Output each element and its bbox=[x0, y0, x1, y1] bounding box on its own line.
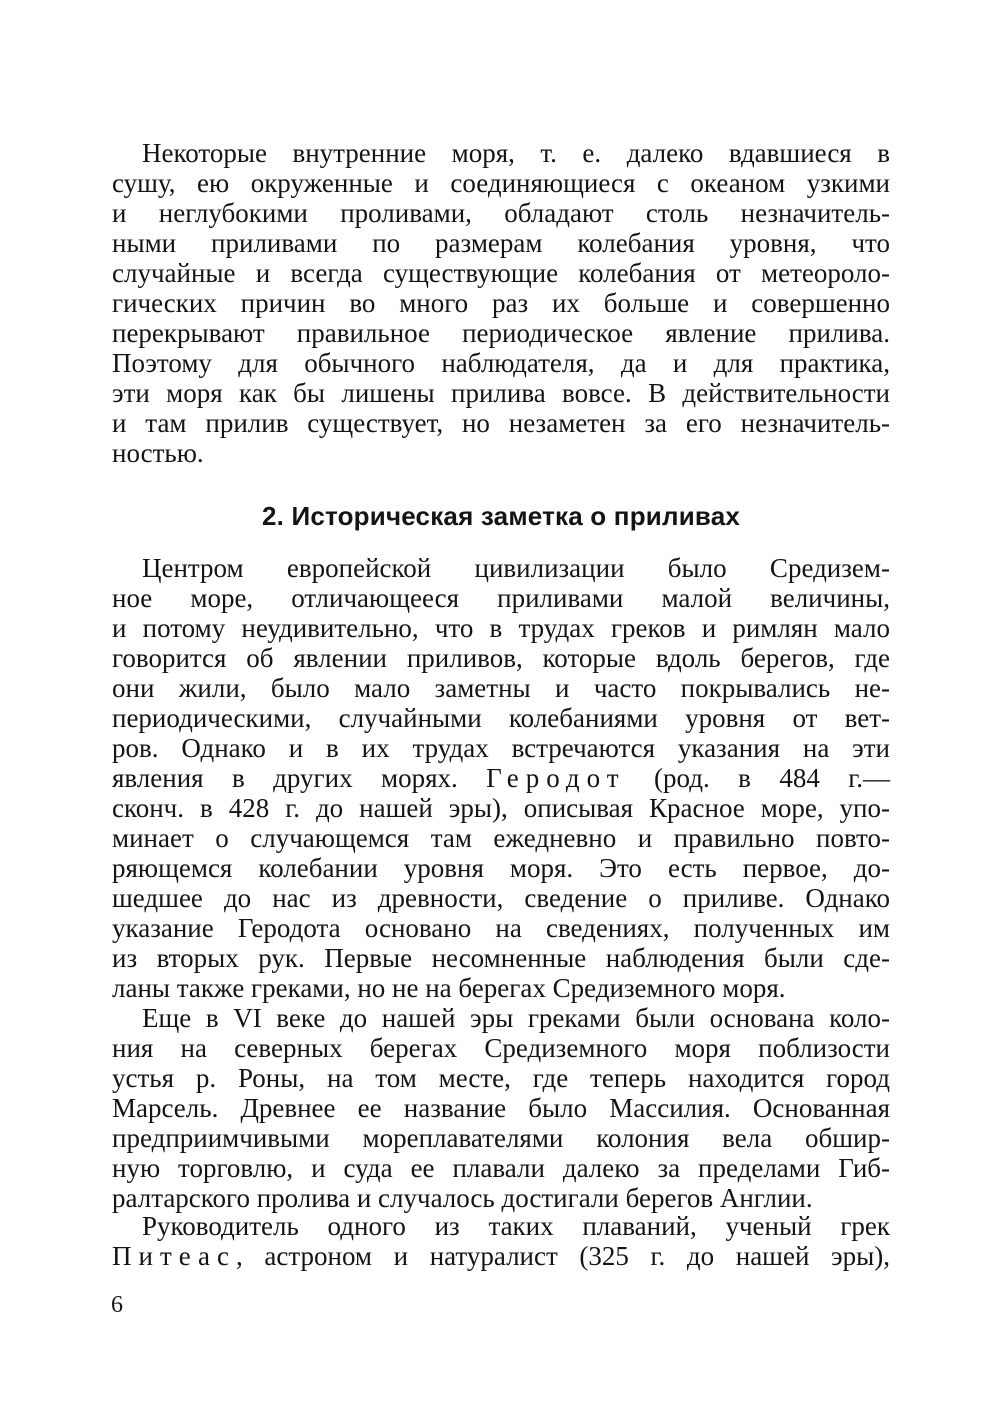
text-line bbox=[112, 1241, 890, 1271]
text-line: сконч. в 428 г. до нашей эры), описывая Красное море, упо- bbox=[112, 793, 890, 823]
text-line: ностью. bbox=[112, 438, 204, 468]
text-line: гических причин во много раз их больше и совершенно bbox=[112, 288, 890, 318]
text-line: случайные и всегда существующие колебания от метеороло- bbox=[112, 258, 890, 288]
text-line: шедшее до нас из древности, сведение о приливе. Однако bbox=[112, 883, 890, 913]
text-fragment: (род. в 484 г.— bbox=[654, 763, 891, 793]
name-herodotus: Геродот bbox=[486, 763, 626, 793]
paragraph-pytheas bbox=[112, 1211, 890, 1271]
text-line: периодическими, случайными колебаниями уровня от вет- bbox=[112, 703, 890, 733]
text-line: устья р. Роны, на том месте, где теперь находится город bbox=[112, 1063, 890, 1093]
paragraph-massilia bbox=[112, 1003, 890, 1213]
text-line: ния на северных берегах Средиземного моря поблизости bbox=[112, 1033, 890, 1063]
text-fragment: явления в других морях. bbox=[112, 763, 458, 793]
name-pytheas: Питеас bbox=[112, 1241, 237, 1271]
text-line: говорится об явлении приливов, которые вдоль берегов, где bbox=[112, 643, 890, 673]
paragraph-inland-seas bbox=[112, 138, 890, 468]
text-line: Некоторые внутренние моря, т. е. далеко вдавшиеся в bbox=[142, 138, 890, 168]
text-line: сушу, ею окруженные и соединяющиеся с океаном узкими bbox=[112, 168, 890, 198]
text-line: Руководитель одного из таких плаваний, ученый грек bbox=[142, 1211, 890, 1241]
page-number: 6 bbox=[111, 1292, 123, 1318]
text-line: ралтарского пролива и случалось достигали берегов Англии. bbox=[112, 1183, 813, 1213]
text-line: указание Геродота основано на сведениях, полученных им bbox=[112, 913, 890, 943]
text-line: перекрывают правильное периодическое явление прилива. bbox=[112, 318, 890, 348]
text-line: эти моря как бы лишены прилива вовсе. В действительности bbox=[112, 378, 890, 408]
text-line bbox=[112, 763, 890, 793]
paragraph-history bbox=[112, 553, 890, 1003]
text-fragment: , астроном и натуралист (325 г. до нашей эры), bbox=[236, 1241, 890, 1271]
text-line: Центром европейской цивилизации было Средизем- bbox=[142, 553, 890, 583]
text-line: ров. Однако и в их трудах встречаются указания на эти bbox=[112, 733, 890, 763]
text-line: Поэтому для обычного наблюдателя, да и для практика, bbox=[112, 348, 890, 378]
text-line: и там прилив существует, но незаметен за его незначитель- bbox=[112, 408, 890, 438]
text-line: из вторых рук. Первые несомненные наблюдения были сде- bbox=[112, 943, 890, 973]
text-line: ланы также греками, но не на берегах Средиземного моря. bbox=[112, 973, 786, 1003]
text-line: ными приливами по размерам колебания уровня, что bbox=[112, 228, 890, 258]
text-line: они жили, было мало заметны и часто покрывались не- bbox=[112, 673, 890, 703]
text-line: ное море, отличающееся приливами малой величины, bbox=[112, 583, 890, 613]
text-line: и потому неудивительно, что в трудах греков и римлян мало bbox=[112, 613, 890, 643]
text-line: ряющемся колебании уровня моря. Это есть первое, до- bbox=[112, 853, 890, 883]
text-line: Марсель. Древнее ее название было Массилия. Основанная bbox=[112, 1093, 890, 1123]
section-heading: 2. Историческая заметка о приливах bbox=[261, 501, 741, 531]
text-line: минает о случающемся там ежедневно и правильно повто- bbox=[112, 823, 890, 853]
text-line: ную торговлю, и суда ее плавали далеко за пределами Гиб- bbox=[112, 1153, 890, 1183]
text-line: Еще в VI веке до нашей эры греками были основана коло- bbox=[142, 1003, 890, 1033]
text-line: предприимчивыми мореплавателями колония вела обшир- bbox=[112, 1123, 890, 1153]
text-line: и неглубокими проливами, обладают столь незначитель- bbox=[112, 198, 890, 228]
